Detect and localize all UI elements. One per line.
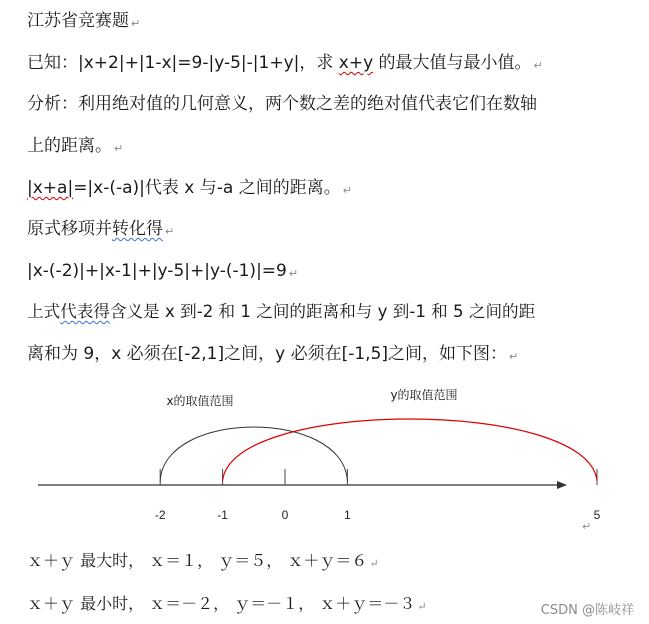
paragraph-mark-icon: ↵ [165,225,175,238]
paragraph-mark-icon: ↵ [342,184,352,197]
title-text: 江苏省竞赛题 [27,11,129,31]
paragraph-mark-icon: ↵ [417,600,427,613]
max-result-text: ｘ＋ｙ 最大时， ｘ＝１， ｙ＝５， ｘ＋ｙ＝６ [27,551,368,570]
y-range-label: y的取值范围 [390,388,458,402]
abs-meaning-line [27,177,352,202]
meaning-suffix: 含义是 x 到-2 和 1 之间的距离和与 y 到-1 和 5 之间的距 [109,302,536,321]
paragraph-mark-icon: ↵ [288,267,299,280]
meaning-line-2 [27,343,518,368]
transform-prefix: 原式移项并 [27,219,112,239]
transform-line [27,218,174,243]
tick-label: 5 [593,508,601,522]
given-line [27,52,543,77]
paragraph-mark-icon: ↵ [114,142,124,155]
paragraph-mark-icon: ↵ [369,557,379,570]
meaning-prefix: 上式 [27,302,61,321]
axis-tick-labels [155,508,601,522]
paragraph-mark-icon: ↵ [131,17,141,30]
given-prefix: 已知：|x+2|+|1-x|=9-|y-5|-|1+y|，求 [27,53,339,73]
analysis-text-1: 分析：利用绝对值的几何意义，两个数之差的绝对值代表它们在数轴 [27,94,537,114]
equation-text: |x-(-2)|+|x-1|+|y-5|+|y-(-1)|=9 [27,261,287,281]
min-result-line [27,593,427,618]
paragraph-mark-icon: ↵ [533,59,543,72]
analysis-line-2 [27,135,123,160]
x-range-label: x的取值范围 [166,394,234,408]
meaning-line-1 [27,301,535,323]
abs-expression: |x+a| [27,178,74,198]
analysis-text-2: 上的距离。 [27,136,112,156]
tick-label: 1 [344,508,351,522]
watermark: CSDN @陈岐祥 [540,603,634,618]
equation-line [27,260,298,285]
min-result-text: ｘ＋ｙ 最小时， ｘ＝－２， ｙ＝－１， ｘ＋ｙ＝－３ [27,594,416,613]
meaning-text-2: 离和为 9，x 必须在[-2,1]之间，y 必须在[-1,5]之间，如下图： [27,344,508,364]
transform-underlined: 转化得 [112,219,163,239]
given-suffix: 的最大值与最小值。 [373,53,532,73]
paragraph-mark-icon: ↵ [582,520,592,533]
analysis-line-1 [27,93,537,115]
meaning-underlined: 代表得 [60,302,110,321]
x-range-arc [160,427,347,481]
tick-label: -2 [154,508,166,522]
number-line-diagram [0,375,649,540]
max-result-line [27,550,379,575]
given-expression: x+y [338,53,374,73]
paragraph-mark-icon: ↵ [509,350,519,363]
title-line [27,10,140,35]
axis-arrow-icon [557,481,567,489]
abs-meaning-suffix: =|x-(-a)|代表 x 与-a 之间的距离。 [73,178,341,198]
tick-label: -1 [217,508,228,522]
tick-label: 0 [281,508,289,522]
